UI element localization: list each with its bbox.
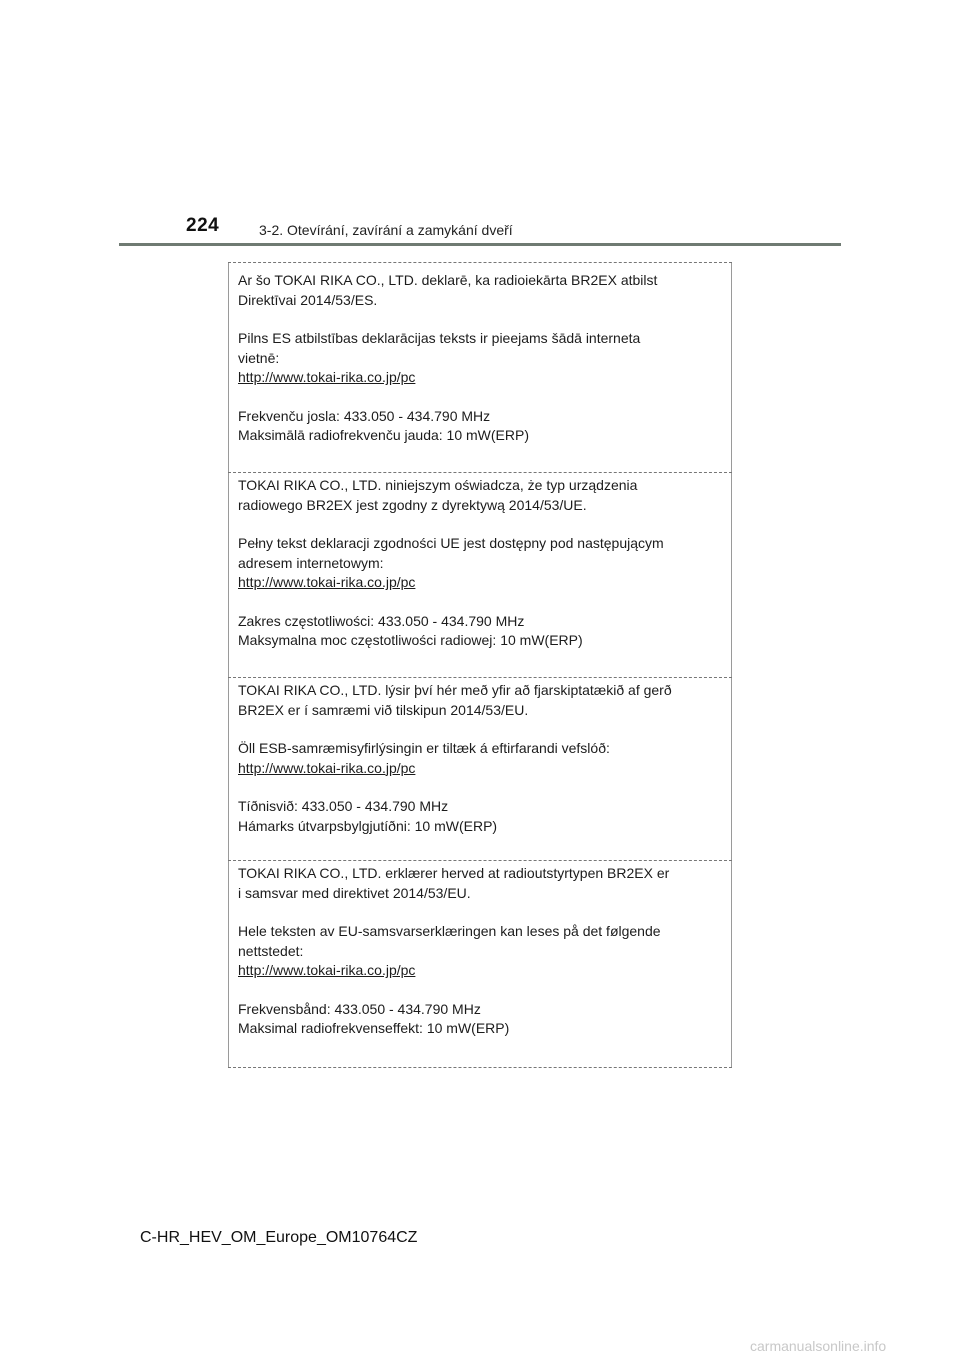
watermark: carmanualsonline.info [750,1338,887,1354]
declaration-link[interactable]: http://www.tokai-rika.co.jp/pc [238,369,416,385]
declaration-line: TOKAI RIKA CO., LTD. lýsir því hér með yfir að fjarskiptatækið af gerð [238,682,672,698]
max-power: Maksymalna moc częstotliwości radiowej: 10 mW(ERP) [238,632,583,648]
divider-2 [228,677,732,678]
declaration-line: Pełny tekst deklaracji zgodności UE jest dostępny pod następującym [238,535,664,551]
divider-1 [228,472,732,473]
frequency-band: Tíðnisvið: 433.050 - 434.790 MHz [238,798,449,814]
declaration-line: Direktīvai 2014/53/ES. [238,291,378,308]
declaration-link[interactable]: http://www.tokai-rika.co.jp/pc [238,962,416,978]
declaration-line: nettstedet: [238,942,304,959]
declaration-polish [238,476,718,651]
section-title: 3-2. Otevírání, zavírání a zamykání dveří [259,222,513,238]
max-power: Maksimālā radiofrekvenču jauda: 10 mW(ERP) [238,427,529,443]
declaration-line: Öll ESB-samræmisyfirlýsingin er tiltæk á eftirfarandi vefslóð: [238,740,610,756]
declaration-line: vietnē: [238,349,280,366]
declaration-line: BR2EX er í samræmi við tilskipun 2014/53/EU. [238,701,529,718]
max-power: Maksimal radiofrekvenseffekt: 10 mW(ERP) [238,1020,510,1036]
document-code: C-HR_HEV_OM_Europe_OM10764CZ [140,1229,418,1246]
declaration-link[interactable]: http://www.tokai-rika.co.jp/pc [238,759,416,776]
declaration-link[interactable]: http://www.tokai-rika.co.jp/pc [238,574,416,590]
divider-top [228,262,732,263]
page-number: 224 [186,215,220,236]
declaration-line: adresem internetowym: [238,554,384,571]
declaration-line: Pilns ES atbilstības deklarācijas teksts ir pieejams šādā interneta [238,330,641,346]
declaration-line: radiowego BR2EX jest zgodny z dyrektywą 2014/53/UE. [238,496,587,513]
declaration-norwegian [238,864,718,1039]
declaration-line: Hele teksten av EU-samsvarserklæringen kan leses på det følgende [238,923,661,939]
declaration-line: TOKAI RIKA CO., LTD. erklærer herved at radioutstyrtypen BR2EX er [238,865,670,881]
declaration-latvian [238,271,718,446]
max-power: Hámarks útvarpsbylgjutíðni: 10 mW(ERP) [238,817,498,834]
declaration-line: i samsvar med direktivet 2014/53/EU. [238,884,471,901]
divider-3 [228,860,732,861]
frequency-band: Zakres częstotliwości: 433.050 - 434.790 MHz [238,612,525,629]
declaration-line: Ar šo TOKAI RIKA CO., LTD. deklarē, ka radioiekārta BR2EX atbilst [238,272,658,288]
declaration-icelandic [238,681,718,836]
frequency-band: Frekvenču josla: 433.050 - 434.790 MHz [238,407,491,424]
divider-bottom [228,1067,732,1068]
frequency-band: Frekvensbånd: 433.050 - 434.790 MHz [238,1000,481,1017]
header-rule [119,243,841,246]
declaration-line: TOKAI RIKA CO., LTD. niniejszym oświadcza, że typ urządzenia [238,477,638,493]
